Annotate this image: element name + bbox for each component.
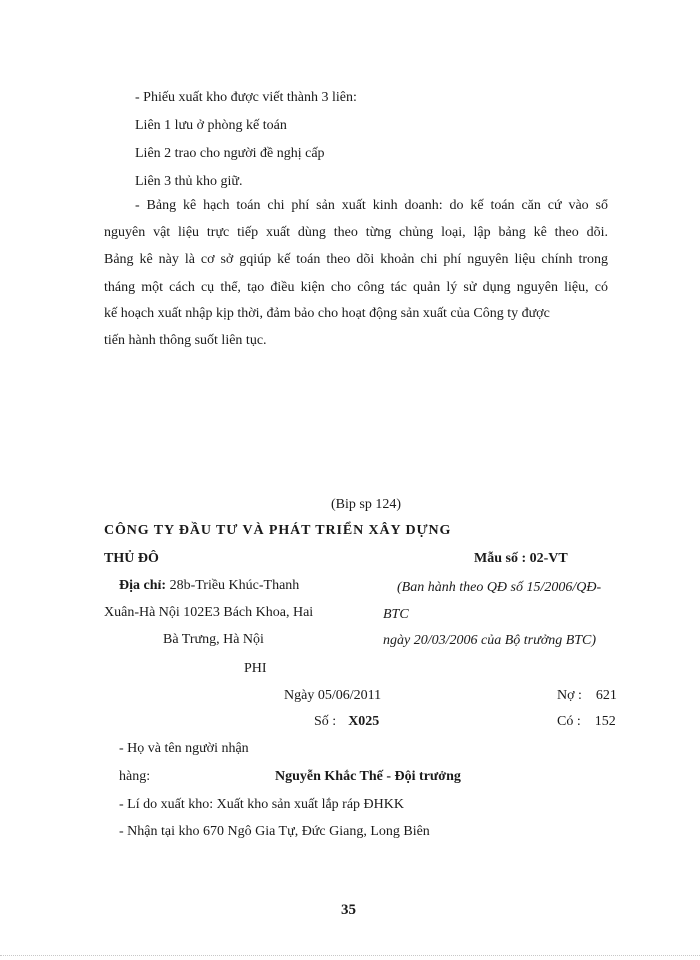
- paragraph-line: - Bảng kê hạch toán chi phí sản xuất kinh doanh: do kế toán căn cứ vào sổ: [135, 198, 608, 213]
- company-name-cont: THỦ ĐÔ: [104, 551, 159, 566]
- page-bottom-divider: [0, 955, 700, 956]
- company-name: CÔNG TY ĐẦU TƯ VÀ PHÁT TRIỂN XÂY DỰNG: [104, 523, 452, 538]
- template-number: Mẫu số : 02-VT: [474, 551, 568, 566]
- decree-line-1: (Ban hành theo QĐ số 15/2006/QĐ-: [397, 580, 602, 595]
- paragraph-line: nguyên vật liệu trực tiếp xuất dùng theo từng chủng loại, lập bảng kê theo dõi.: [104, 225, 608, 240]
- address-line-1: [119, 577, 299, 595]
- debit-value: 621: [595, 688, 617, 703]
- credit-value: 152: [594, 714, 616, 729]
- address-line-2: Xuân-Hà Nội 102E3 Bách Khoa, Hai: [104, 605, 314, 620]
- address-label: Địa chỉ:: [119, 578, 167, 593]
- paragraph-line: tiến hành thông suốt liên tục.: [104, 333, 267, 348]
- credit-account: [557, 713, 616, 731]
- receiving-warehouse: - Nhận tại kho 670 Ngô Gia Tự, Đức Giang, Long Biên: [119, 824, 430, 839]
- debit-label: Nợ :: [557, 688, 582, 703]
- address-line-3: Bà Trưng, Hà Nội: [163, 632, 264, 647]
- form-reference: (Bip sp 124): [331, 497, 401, 512]
- recipient-label: - Họ và tên người nhận: [119, 741, 249, 756]
- decree-line-2: BTC: [383, 607, 409, 622]
- decree-line-3: ngày 20/03/2006 của Bộ trưởng BTC): [383, 633, 597, 648]
- intro-line-2: Liên 1 lưu ở phòng kế toán: [135, 118, 287, 133]
- page-number: 35: [341, 902, 356, 918]
- form-title-fragment: PHI: [244, 661, 267, 676]
- number-value: X025: [348, 714, 380, 729]
- credit-label: Có :: [557, 714, 581, 729]
- intro-line-3: Liên 2 trao cho người đề nghị cấp: [135, 146, 325, 161]
- export-reason: - Lí do xuất kho: Xuất kho sản xuất lắp ráp ĐHKK: [119, 797, 404, 812]
- address-value: 28b-Triều Khúc-Thanh: [166, 578, 300, 593]
- paragraph-line: kế hoạch xuất nhập kịp thời, đảm bảo cho hoạt động sản xuất của Công ty được: [104, 306, 550, 321]
- paragraph-line: Bảng kê này là cơ sở gqiúp kế toán theo dõi khoản chi phí nguyên liệu chính trong: [104, 252, 608, 267]
- intro-line-1: - Phiếu xuất kho được viết thành 3 liên:: [135, 90, 357, 105]
- number-label: Số :: [314, 714, 337, 729]
- paragraph-line: tháng một cách cụ thể, tạo điều kiện cho công tác quản lý sử dụng nguyên liệu, có: [104, 280, 608, 295]
- debit-account: [557, 687, 617, 705]
- form-number: [314, 713, 379, 731]
- form-date: Ngày 05/06/2011: [284, 688, 382, 703]
- recipient-label-cont: hàng:: [119, 769, 151, 784]
- intro-line-4: Liên 3 thủ kho giữ.: [135, 174, 243, 189]
- recipient-name: Nguyễn Khắc Thế - Đội trưởng: [275, 769, 461, 784]
